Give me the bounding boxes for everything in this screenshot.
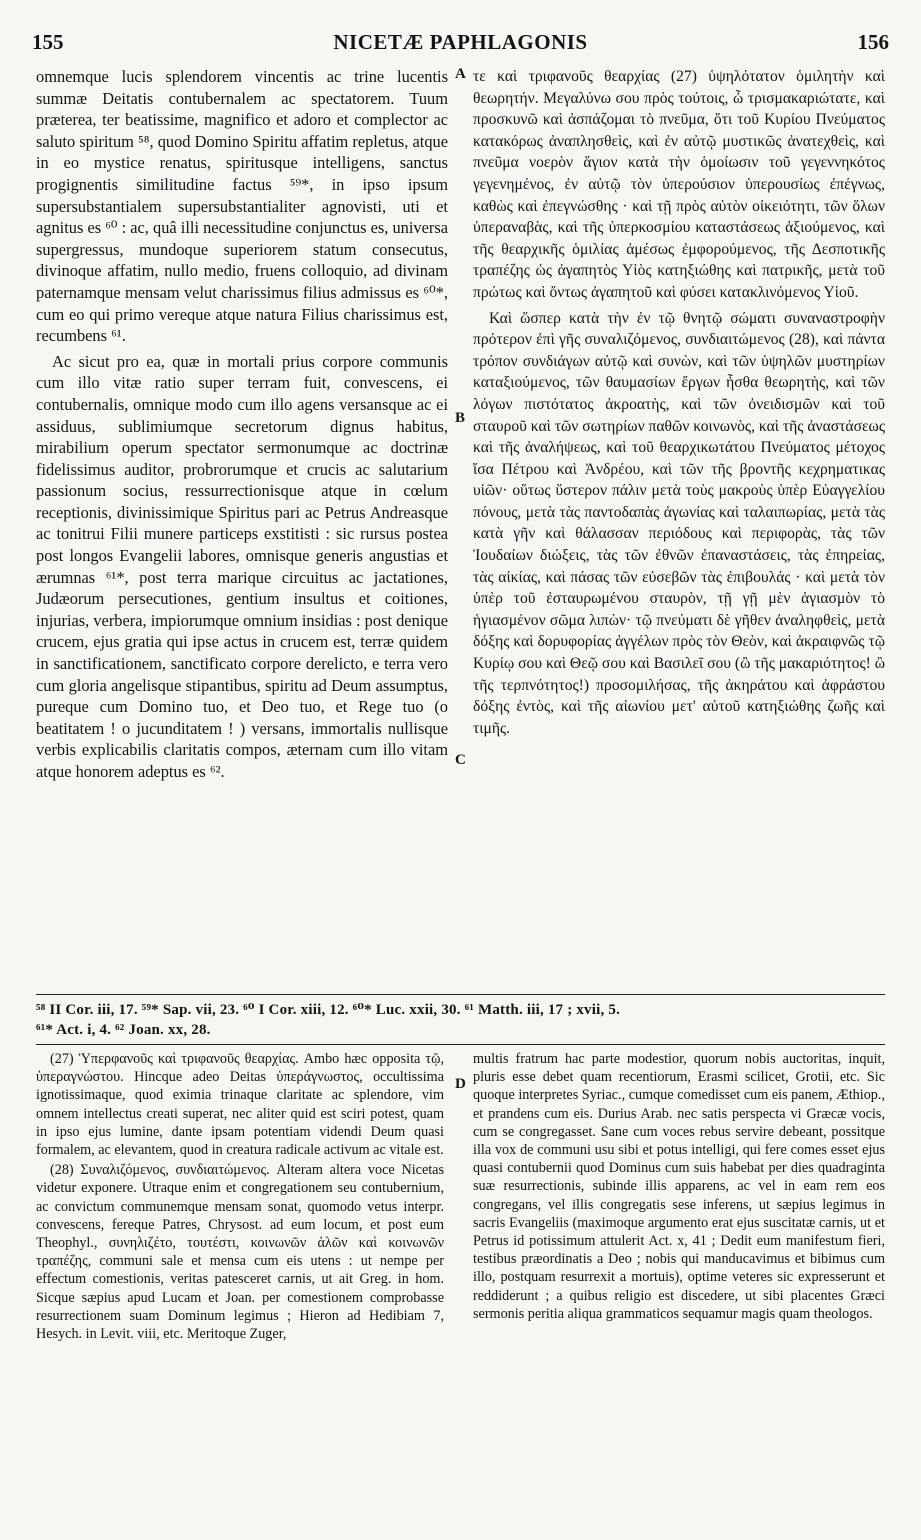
- greek-text-column: [473, 66, 885, 743]
- notes-rule: [36, 1044, 885, 1045]
- note-28: (28) Συναλιζόμενος, συνδιαιτώμενος. Alteram altera voce Nicetas videtur exponere. Utraque enim et congregationem seu contubernium, ac convictum communemque mensam sonat, quomodo vetus interpr. convescens, fereque Patres, Chrysost. ad eum locum, et post eum Theophyl., συνηλιζέτο, τουτέστι, κοινωνῶν ἀλῶν καὶ κοινωνῶν τραπέζης, communi sale et mensa cum eis utens : ut nempe per effectum comestionis, veritas patesceret carnis, ut ait Greg. in hom. Sicque sæpius apud Lucam et Joan. per comestionem comprobasse resurrectionem suam Dominum legimus ; Hieron ad Hedibiam 7, Hesych. in Levit. viii, etc. Meritoque Zuger,: [36, 1162, 444, 1343]
- running-title: NICETÆ PAPHLAGONIS: [333, 30, 588, 54]
- latin-paragraph-1: omnemque lucis splendorem vincentis ac trine lucentis summæ Deitatis contubernalem ac spectatorem. Tuum præterea, ter beatissime, magnifico et adoro et complector ac saluto spiritum ⁵⁸, quod Domino Spiritu affatim repletus, atque in eo mystice renatus, spiritusque intelligens, sanctus progignentis similitudine factus ⁵⁹*, in ipso ipsum supersubstantialem supersubstantialiter agnovisti, uti et agnitus es ⁶⁰ : ac, quâ illi necessitudine conjunctus es, universa supergressus, mundoque superiorem statum consecutus, divinoque affatim, nullo medio, fruens colloquio, ad divinam paternamque mensam velut charissimus filius admissus es ⁶⁰*, cum eo qui primo vereque atque natura Filius charissimus est, recumbens ⁶¹.: [36, 67, 448, 346]
- scripture-references: [36, 1000, 885, 1040]
- note-27: (27) Ὑπερφανοῦς καὶ τριφανοῦς θεαρχίας. Ambo hæc opposita τῷ, ὑπεραγνώστου. Hincque adeo Deitas ὑπεράγνωστος, occultissima ignotissimaque, quod eximia trinaque claritate ac splendore, vim omnem intellectus creati superat, nec aliter quid est sciri potest, quam in ipso ejus lumine, dante ipsam potentiam videndi Deum quasi formalem, ac elevantem, quod in creatura radicale activum ac vitale est.: [36, 1051, 444, 1159]
- right-page-number: 156: [857, 30, 889, 54]
- margin-letter-a: A: [455, 66, 466, 82]
- latin-text-column: [36, 66, 448, 787]
- notes-left-column: [36, 1050, 444, 1345]
- references-line-2: ⁶¹* Act. i, 4. ⁶² Joan. xx, 28.: [36, 1022, 211, 1038]
- notes-right-column: [473, 1050, 885, 1325]
- left-page-number: 155: [32, 30, 64, 54]
- margin-letter-d: D: [455, 1076, 466, 1092]
- latin-paragraph-2: Ac sicut pro ea, quæ in mortali prius corpore communis cum illo vitæ ratio super terram fuit, convescens, ei contubernalis, omnique modo cum illo agens versansque ac ei assiduus, sublimiumque secretorum dignus habitus, mirabilium operum spectator sermonumque ac doctrinæ fidelissimus auditor, probrorumque et crucis ac salutarium passionum socius, ressurrectionisque atque in cœlum receptionis, divinissimique Spiritus pari ac Petrus Andreasque ac tonitrui Filii munere particeps exstitisti : sic rursus postea post longos Evangelii labores, omnisque generis angustias et ærumnas ⁶¹*, post terra marique circuitus ac jactationes, Judæorum persecutiones, gentium insultus et coitiones, injurias, verbera, impiorumque omnium insidias : post denique crucem, ejus gratia qui ipse actus in crucem est, terræ quidem in sanctificationem, sanctificato corpore derelicto, e terra vero cum gloria angelisque stipantibus, spiritu ad Deum assumptus, pureque cum Domino tuo, et Deo tuo, et Rege tuo (o beatitatem ! o jucunditatem ! ) versans, immortalis nullisque verbis explicabilis claritatis compos, æternam cum illo vitam atque honorem adeptus es ⁶².: [36, 351, 448, 781]
- greek-paragraph-1: τε καὶ τριφανοῦς θεαρχίας (27) ὑψηλότατον ὁμιλητὴν καὶ θεωρητήν. Μεγαλύνω σου πρὸς τούτοις, ὦ τρισμακαριώτατε, καὶ προσκυνῶ καὶ ἀσπάζομαι τὸ πνεῦμα, ὅτι τοῦ Κυρίου Πνεύματος κατακόρως ἀναπλησθεὶς, καὶ ἐν αὐτῷ μυστικῶς ἀνατεχθεὶς, καὶ πνεῦμα νοερὸν ἅγιον κατὰ τὴν ὁμοίωσιν τοῦ γεγεννηκότος γεγενημένος, ἐν αὐτῷ τὸν ὑπερούσιον ὑπερουσίως ἐπέγνως, καθὼς καὶ ἐπεγνώσθης · καὶ τῇ πρὸς αὐτὸν οἰκειότητι, τῶν ὅλων ὑπεραναβὰς, καὶ τῆς ὑπερκοσμίου καταστάσεως ἀξιούμενος, καὶ τῆς θεαρχικῆς ὁμιλίας ἀμέσως ἐμφορούμενος, τῆς Δεσποτικῆς τραπέζης ὡς ἀγαπητὸς Υἱὸς κατηξιώθης καὶ πατρικῆς, μετὰ τοῦ πρώτως καὶ ὄντως ἀγαπητοῦ καὶ φύσει κατακλινόμενος Υἱοῦ.: [473, 68, 885, 301]
- references-rule: [36, 994, 885, 995]
- margin-letter-c: C: [455, 752, 466, 768]
- margin-letter-b: B: [455, 410, 466, 426]
- page-header: [32, 30, 889, 62]
- greek-paragraph-2: Καὶ ὥσπερ κατὰ τὴν ἐν τῷ θνητῷ σώματι συναναστροφὴν πρότερον ἐπὶ γῆς συναλιζόμενος, συνδιαιτώμενος (28), καὶ πάντα τρόπον συνδιάγων αὐτῷ καὶ συνὼν, καὶ τῶν ὑψηλῶν μυστηρίων καταξιούμενος, τῶν θαυμασίων ἔργων ἦσθα θεωρητὴς, καὶ τῶν λόγων πιστότατος ἀκροατὴς, καὶ τῶν ὀνειδισμῶν καὶ τοῦ σταυροῦ καὶ τῶν σωτηρίων παθῶν κοινωνὸς, καὶ τῆς ἀναστάσεως καὶ τῆς ἀναλήψεως, καὶ τοῦ θεαρχικωτάτου Πνεύματος μέτοχος ἴσα Πέτρου καὶ Ἀνδρέου, καὶ τῶν τῆς βροντῆς κεχρηματικας υἱῶν· οὕτως ὕστερον πάλιν μετὰ τοὺς μακροὺς ὑπὲρ Εὐαγγελίου πόνους, μετὰ τὰς παντοδαπὰς ἀγωνίας καὶ ταλαιπωρίας, μετὰ τὰς κατὰ γῆν καὶ θάλασσαν περιόδους καὶ περιφορὰς, τὰς τῶν Ἰουδαίων διώξεις, τὰς τῶν ἐθνῶν ἐπαναστάσεις, τὰς ἐπηρείας, τὰς αἰκίας, καὶ πάσας τῶν εὐσεβῶν τὰς ἐπιβουλάς · καὶ μετὰ τὸν ὑπὲρ τοῦ ἐσταυρωμένου σταυρὸν, τῇ γῇ μὲν ἁγιασμὸν τὸ ἡγιασμένον σῶμα λιπὼν· τῷ πνεύματι δὲ γῆθεν ἀναληφθεὶς, μετὰ δόξης καὶ δορυφορίας ἀγγέλων πρὸς τὸν Θεὸν, καὶ ἀκραιφνῶς τῷ Κυρίῳ σου καὶ Θεῷ σου καὶ Βασιλεῖ σου (ὢ τῆς μακαριότητος! ὢ τῆς τερπνότητος!) προσομιλήσας, τῆς ἀκηράτου καὶ ἀφράστου δόξης ἐντὸς, καὶ τῆς αἰωνίου μετ' αὐτοῦ κατηξιώθης ζωῆς καὶ τιμῆς.: [473, 309, 885, 737]
- references-line-1: ⁵⁸ II Cor. iii, 17. ⁵⁹* Sap. vii, 23. ⁶⁰ I Cor. xiii, 12. ⁶⁰* Luc. xxii, 30. ⁶¹ Matth. iii, 17 ; xvii, 5.: [36, 1002, 621, 1018]
- note-28-continued: multis fratrum hac parte modestior, quorum nobis auctoritas, inquit, pluris esse debet quam recentiorum, Erasmi scilicet, Grotii, etc. Sic quoque interpretes Syriac., cumque comedisset cum eis panem, Æthiop., et prandens cum eis. Durius Arab. nec satis perspecta vi Græcæ vocis, cum se congregasset. Sane cum voces rebus servire debeant, possitque illa vox de communi usu sibi et potus intelligi, qui fere comes esset ejus quasi contubernii quod Dominus cum suis habebat per dies quadraginta suæ resurrectionis, subinde illis apparens, ac vel in eam rem eos congregans, vel illis congregatis sese inferens, ut sæpius legimus in sacris Evangeliis (maximoque argumento erat ejus suscitatæ carnis, ut et Petrus id potissimum attulerit Act. x, 41 ; Dedit eum manifestum fieri, testibus præordinatis a Deo ; nobis qui manducavimus et bibimus cum illo, postquam resurrexit a mortuis), optime veteres sic expresserunt et reddiderunt ; a quibus religio est discedere, ut sibi placentes Græci sermonis peritia aliqua grammaticos sequamur magis quam theologos.: [473, 1051, 885, 1322]
